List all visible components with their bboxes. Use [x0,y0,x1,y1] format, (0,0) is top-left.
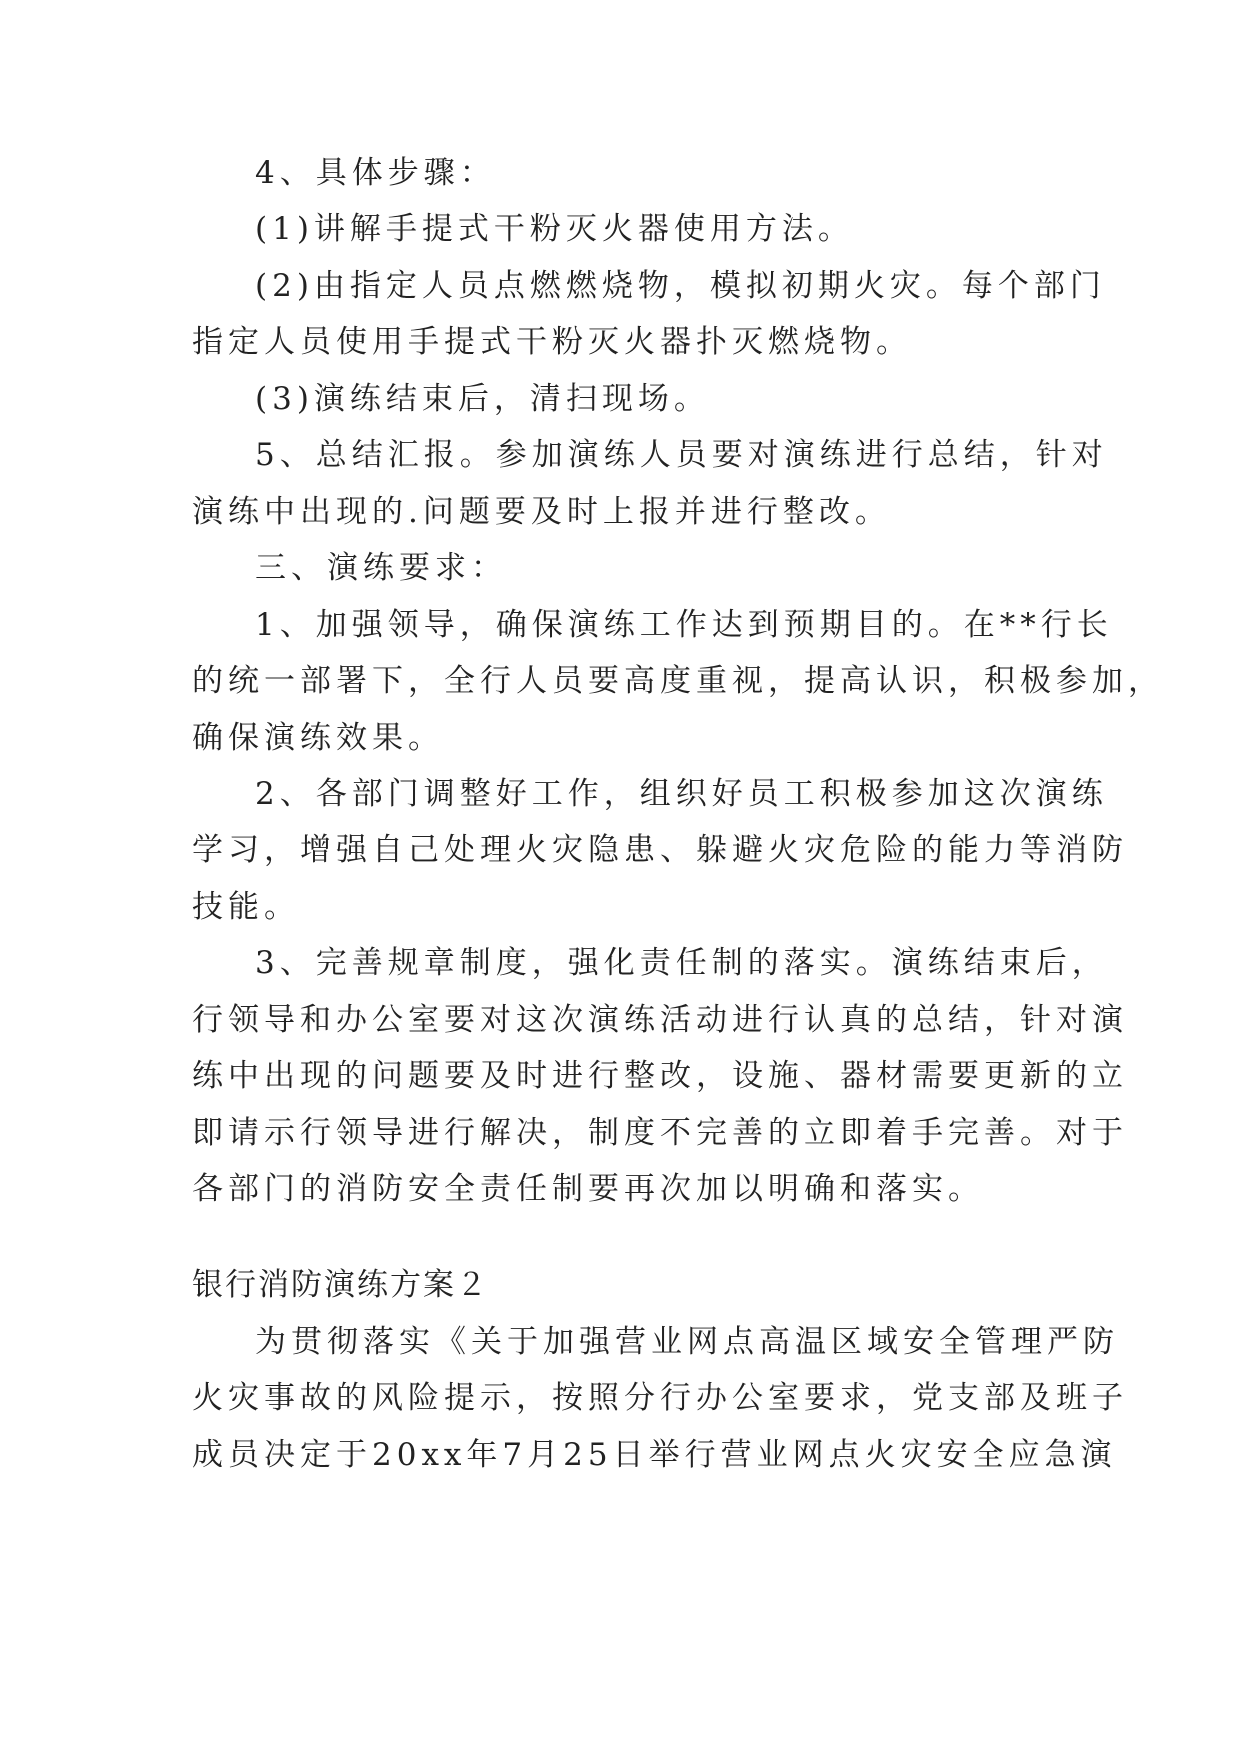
paragraph-line: 技能。 [192,889,300,925]
paragraph-line: 成员决定于20xx年7月25日举行营业网点火灾安全应急演 [192,1437,1117,1473]
document-title: 银行消防演练方案２ [192,1267,489,1303]
paragraph-line: 确保演练效果。 [192,720,444,756]
paragraph-line: 为贯彻落实《关于加强营业网点高温区域安全管理严防 [255,1324,1119,1360]
paragraph-line: (1)讲解手提式干粉灭火器使用方法。 [255,211,854,247]
paragraph-line: 指定人员使用手提式干粉灭火器扑灭燃烧物。 [192,324,912,360]
paragraph-line: 行领导和办公室要对这次演练活动进行认真的总结，针对演 [192,1002,1128,1038]
paragraph-line: 3、完善规章制度，强化责任制的落实。演练结束后， [255,945,1108,981]
paragraph-line: 学习，增强自己处理火灾隐患、躲避火灾危险的能力等消防 [192,832,1128,868]
paragraph-line: 1、加强领导，确保演练工作达到预期目的。在**行长 [255,607,1113,643]
paragraph-line: 4、具体步骤： [255,155,496,191]
paragraph-line: 2、各部门调整好工作，组织好员工积极参加这次演练 [255,776,1108,812]
paragraph-line: 练中出现的问题要及时进行整改，设施、器材需要更新的立 [192,1058,1128,1094]
paragraph-line: 演练中出现的.问题要及时上报并进行整改。 [192,494,891,530]
paragraph-line: 的统一部署下，全行人员要高度重视，提高认识，积极参加， [192,663,1164,699]
paragraph-line: 5、总结汇报。参加演练人员要对演练进行总结，针对 [255,437,1108,473]
paragraph-line: (3)演练结束后，清扫现场。 [255,381,710,417]
paragraph-line: 即请示行领导进行解决，制度不完善的立即着手完善。对于 [192,1115,1128,1151]
paragraph-line: (2)由指定人员点燃燃烧物，模拟初期火灾。每个部门 [255,268,1106,304]
paragraph-line: 各部门的消防安全责任制要再次加以明确和落实。 [192,1171,984,1207]
section-heading: 三、演练要求： [255,550,507,586]
paragraph-line: 火灾事故的风险提示，按照分行办公室要求，党支部及班子 [192,1380,1128,1416]
